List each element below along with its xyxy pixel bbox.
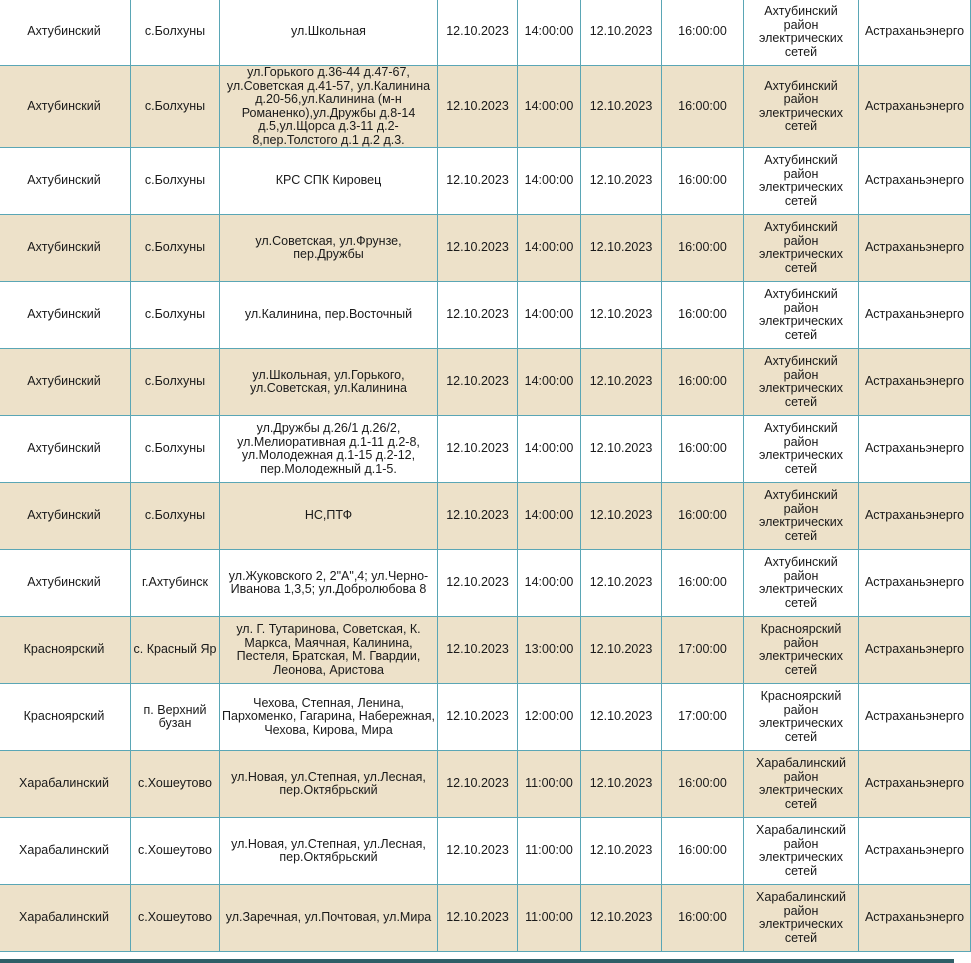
start-date-cell: 12.10.2023 [438, 416, 518, 483]
res-cell: Харабалинский район электрических сетей [744, 751, 859, 818]
end-date-cell: 12.10.2023 [581, 215, 662, 282]
locality-cell: с.Болхуны [131, 0, 220, 66]
streets-cell: ул.Школьная [220, 0, 438, 66]
district-cell: Ахтубинский [0, 148, 131, 215]
table-row [0, 66, 971, 148]
streets-cell: ул.Школьная, ул.Горького, ул.Советская, ул.Калинина [220, 349, 438, 416]
res-cell: Красноярский район электрических сетей [744, 617, 859, 684]
start-date-cell: 12.10.2023 [438, 684, 518, 751]
company-cell: Астраханьэнерго [859, 751, 971, 818]
streets-cell: ул. Г. Тутаринова, Советская, К. Маркса, Маячная, Калинина, Пестеля, Братская, М. Гвардии, Леонова, Аристова [220, 617, 438, 684]
res-cell: Ахтубинский район электрических сетей [744, 0, 859, 66]
table-row [0, 684, 971, 751]
streets-cell: НС,ПТФ [220, 483, 438, 550]
company-cell: Астраханьэнерго [859, 66, 971, 148]
res-cell: Ахтубинский район электрических сетей [744, 148, 859, 215]
end-time-cell: 16:00:00 [662, 885, 744, 952]
locality-cell: с.Хошеутово [131, 751, 220, 818]
company-cell: Астраханьэнерго [859, 349, 971, 416]
company-cell: Астраханьэнерго [859, 684, 971, 751]
locality-cell: с.Болхуны [131, 416, 220, 483]
start-date-cell: 12.10.2023 [438, 215, 518, 282]
res-cell: Красноярский район электрических сетей [744, 684, 859, 751]
end-time-cell: 16:00:00 [662, 416, 744, 483]
district-cell: Ахтубинский [0, 282, 131, 349]
end-time-cell: 16:00:00 [662, 66, 744, 148]
end-date-cell: 12.10.2023 [581, 0, 662, 66]
start-time-cell: 13:00:00 [518, 617, 581, 684]
streets-cell: ул.Дружбы д.26/1 д.26/2, ул.Мелиоративная д.1-11 д.2-8, ул.Молодежная д.1-15 д.2-12, пер.Молодежный д.1-5. [220, 416, 438, 483]
start-time-cell: 11:00:00 [518, 751, 581, 818]
end-time-cell: 17:00:00 [662, 684, 744, 751]
bottom-edge-bar [0, 959, 954, 963]
locality-cell: с.Болхуны [131, 349, 220, 416]
start-time-cell: 14:00:00 [518, 282, 581, 349]
company-cell: Астраханьэнерго [859, 282, 971, 349]
streets-cell: ул.Жуковского 2, 2"А",4; ул.Черно-Иванова 1,3,5; ул.Добролюбова 8 [220, 550, 438, 617]
district-cell: Харабалинский [0, 818, 131, 885]
start-date-cell: 12.10.2023 [438, 282, 518, 349]
table-row [0, 885, 971, 952]
company-cell: Астраханьэнерго [859, 483, 971, 550]
locality-cell: с.Хошеутово [131, 818, 220, 885]
streets-cell: ул.Советская, ул.Фрунзе, пер.Дружбы [220, 215, 438, 282]
end-date-cell: 12.10.2023 [581, 282, 662, 349]
start-time-cell: 14:00:00 [518, 148, 581, 215]
locality-cell: п. Верхний бузан [131, 684, 220, 751]
company-cell: Астраханьэнерго [859, 550, 971, 617]
table-row [0, 349, 971, 416]
district-cell: Красноярский [0, 617, 131, 684]
table-row [0, 550, 971, 617]
end-date-cell: 12.10.2023 [581, 349, 662, 416]
locality-cell: с.Болхуны [131, 66, 220, 148]
res-cell: Ахтубинский район электрических сетей [744, 349, 859, 416]
locality-cell: с.Болхуны [131, 483, 220, 550]
locality-cell: с.Хошеутово [131, 885, 220, 952]
district-cell: Ахтубинский [0, 550, 131, 617]
district-cell: Харабалинский [0, 885, 131, 952]
end-date-cell: 12.10.2023 [581, 684, 662, 751]
company-cell: Астраханьэнерго [859, 885, 971, 952]
start-time-cell: 14:00:00 [518, 483, 581, 550]
end-date-cell: 12.10.2023 [581, 550, 662, 617]
res-cell: Ахтубинский район электрических сетей [744, 282, 859, 349]
locality-cell: с.Болхуны [131, 148, 220, 215]
company-cell: Астраханьэнерго [859, 215, 971, 282]
end-time-cell: 16:00:00 [662, 148, 744, 215]
end-time-cell: 16:00:00 [662, 483, 744, 550]
end-time-cell: 16:00:00 [662, 818, 744, 885]
start-time-cell: 14:00:00 [518, 66, 581, 148]
end-date-cell: 12.10.2023 [581, 483, 662, 550]
district-cell: Ахтубинский [0, 66, 131, 148]
table-row [0, 818, 971, 885]
streets-cell: КРС СПК Кировец [220, 148, 438, 215]
table-row [0, 483, 971, 550]
res-cell: Ахтубинский район электрических сетей [744, 66, 859, 148]
streets-cell: ул.Заречная, ул.Почтовая, ул.Мира [220, 885, 438, 952]
end-time-cell: 16:00:00 [662, 550, 744, 617]
locality-cell: с.Болхуны [131, 215, 220, 282]
district-cell: Ахтубинский [0, 483, 131, 550]
table-row [0, 148, 971, 215]
start-date-cell: 12.10.2023 [438, 483, 518, 550]
locality-cell: с.Болхуны [131, 282, 220, 349]
start-date-cell: 12.10.2023 [438, 66, 518, 148]
start-date-cell: 12.10.2023 [438, 550, 518, 617]
table-row [0, 751, 971, 818]
end-date-cell: 12.10.2023 [581, 818, 662, 885]
start-time-cell: 11:00:00 [518, 885, 581, 952]
company-cell: Астраханьэнерго [859, 416, 971, 483]
district-cell: Красноярский [0, 684, 131, 751]
streets-cell: ул.Новая, ул.Степная, ул.Лесная, пер.Октябрьский [220, 751, 438, 818]
district-cell: Ахтубинский [0, 0, 131, 66]
company-cell: Астраханьэнерго [859, 818, 971, 885]
end-time-cell: 16:00:00 [662, 215, 744, 282]
start-time-cell: 12:00:00 [518, 684, 581, 751]
start-date-cell: 12.10.2023 [438, 617, 518, 684]
start-time-cell: 11:00:00 [518, 818, 581, 885]
res-cell: Ахтубинский район электрических сетей [744, 416, 859, 483]
end-date-cell: 12.10.2023 [581, 148, 662, 215]
start-date-cell: 12.10.2023 [438, 349, 518, 416]
start-date-cell: 12.10.2023 [438, 148, 518, 215]
res-cell: Ахтубинский район электрических сетей [744, 550, 859, 617]
end-date-cell: 12.10.2023 [581, 416, 662, 483]
table-row [0, 0, 971, 66]
company-cell: Астраханьэнерго [859, 148, 971, 215]
start-time-cell: 14:00:00 [518, 550, 581, 617]
district-cell: Харабалинский [0, 751, 131, 818]
start-date-cell: 12.10.2023 [438, 751, 518, 818]
start-time-cell: 14:00:00 [518, 0, 581, 66]
start-time-cell: 14:00:00 [518, 416, 581, 483]
streets-cell: ул.Новая, ул.Степная, ул.Лесная, пер.Октябрьский [220, 818, 438, 885]
res-cell: Харабалинский район электрических сетей [744, 818, 859, 885]
streets-cell: ул.Калинина, пер.Восточный [220, 282, 438, 349]
end-time-cell: 16:00:00 [662, 349, 744, 416]
end-date-cell: 12.10.2023 [581, 751, 662, 818]
end-date-cell: 12.10.2023 [581, 617, 662, 684]
end-date-cell: 12.10.2023 [581, 66, 662, 148]
locality-cell: с. Красный Яр [131, 617, 220, 684]
start-date-cell: 12.10.2023 [438, 0, 518, 66]
table-row [0, 416, 971, 483]
district-cell: Ахтубинский [0, 215, 131, 282]
end-time-cell: 16:00:00 [662, 751, 744, 818]
end-date-cell: 12.10.2023 [581, 885, 662, 952]
start-date-cell: 12.10.2023 [438, 885, 518, 952]
res-cell: Харабалинский район электрических сетей [744, 885, 859, 952]
district-cell: Ахтубинский [0, 416, 131, 483]
company-cell: Астраханьэнерго [859, 617, 971, 684]
end-time-cell: 16:00:00 [662, 0, 744, 66]
table-row [0, 282, 971, 349]
streets-cell: Чехова, Степная, Ленина, Пархоменко, Гагарина, Набережная, Чехова, Кирова, Мира [220, 684, 438, 751]
end-time-cell: 17:00:00 [662, 617, 744, 684]
res-cell: Ахтубинский район электрических сетей [744, 215, 859, 282]
end-time-cell: 16:00:00 [662, 282, 744, 349]
locality-cell: г.Ахтубинск [131, 550, 220, 617]
district-cell: Ахтубинский [0, 349, 131, 416]
table-row [0, 617, 971, 684]
res-cell: Ахтубинский район электрических сетей [744, 483, 859, 550]
company-cell: Астраханьэнерго [859, 0, 971, 66]
start-date-cell: 12.10.2023 [438, 818, 518, 885]
table-row [0, 215, 971, 282]
streets-cell: ул.Горького д.36-44 д.47-67, ул.Советская д.41-57, ул.Калинина д.20-56,ул.Калинина (м-н Романенко),ул.Дружбы д.8-14 д.5,ул.Щорса д.3-11 д.2-8,пер.Толстого д.1 д.2 д.3. [220, 66, 438, 148]
start-time-cell: 14:00:00 [518, 215, 581, 282]
start-time-cell: 14:00:00 [518, 349, 581, 416]
